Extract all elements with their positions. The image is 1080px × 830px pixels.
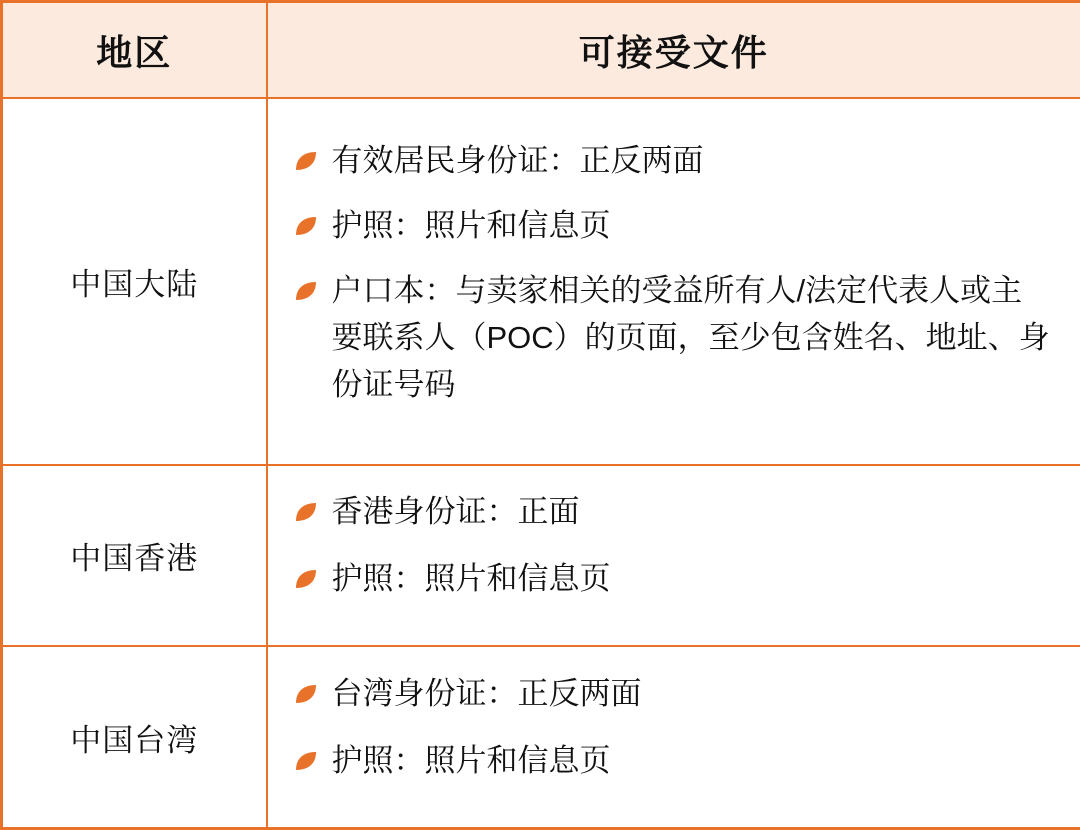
leaf-bullet-icon [294,501,318,525]
list-item [294,737,1053,784]
table-row [2,646,1080,828]
table-header-row [2,2,1080,99]
region-label-taiwan: 中国台湾 [2,646,267,828]
leaf-bullet-icon [294,150,318,174]
region-label-mainland: 中国大陆 [2,98,267,465]
list-item-text: 户口本：与卖家相关的受益所有人/法定代表人或主要联系人（POC）的页面，至少包含姓名、地址、身份证号码 [331,272,1050,402]
list-item [294,267,1053,408]
document-list-mainland [294,137,1053,409]
list-item-text: 护照：照片和信息页 [331,743,611,779]
list-item-text: 护照：照片和信息页 [331,561,611,597]
list-item [294,555,1053,602]
leaf-bullet-icon [294,750,318,774]
documents-cell-taiwan [267,646,1080,828]
list-item-text: 有效居民身份证：正反两面 [331,142,704,178]
leaf-bullet-icon [294,215,318,239]
documents-cell-hongkong [267,465,1080,647]
leaf-bullet-icon [294,568,318,592]
region-label-hongkong: 中国香港 [2,465,267,647]
list-item-text: 香港身份证：正面 [331,494,580,530]
list-item [294,488,1053,535]
column-header-region: 地区 [2,2,267,99]
list-item [294,202,1053,249]
documents-cell-mainland [267,98,1080,465]
column-header-documents: 可接受文件 [267,2,1080,99]
table-header [2,2,1080,99]
table-row [2,98,1080,465]
list-item [294,670,1053,717]
list-item-text: 台湾身份证：正反两面 [331,676,642,712]
document-list-taiwan [294,670,1053,784]
list-item-text: 护照：照片和信息页 [331,207,611,243]
table-body [2,98,1080,829]
leaf-bullet-icon [294,280,318,304]
table-row [2,465,1080,647]
document-list-hongkong [294,488,1053,602]
leaf-bullet-icon [294,683,318,707]
list-item [294,137,1053,184]
